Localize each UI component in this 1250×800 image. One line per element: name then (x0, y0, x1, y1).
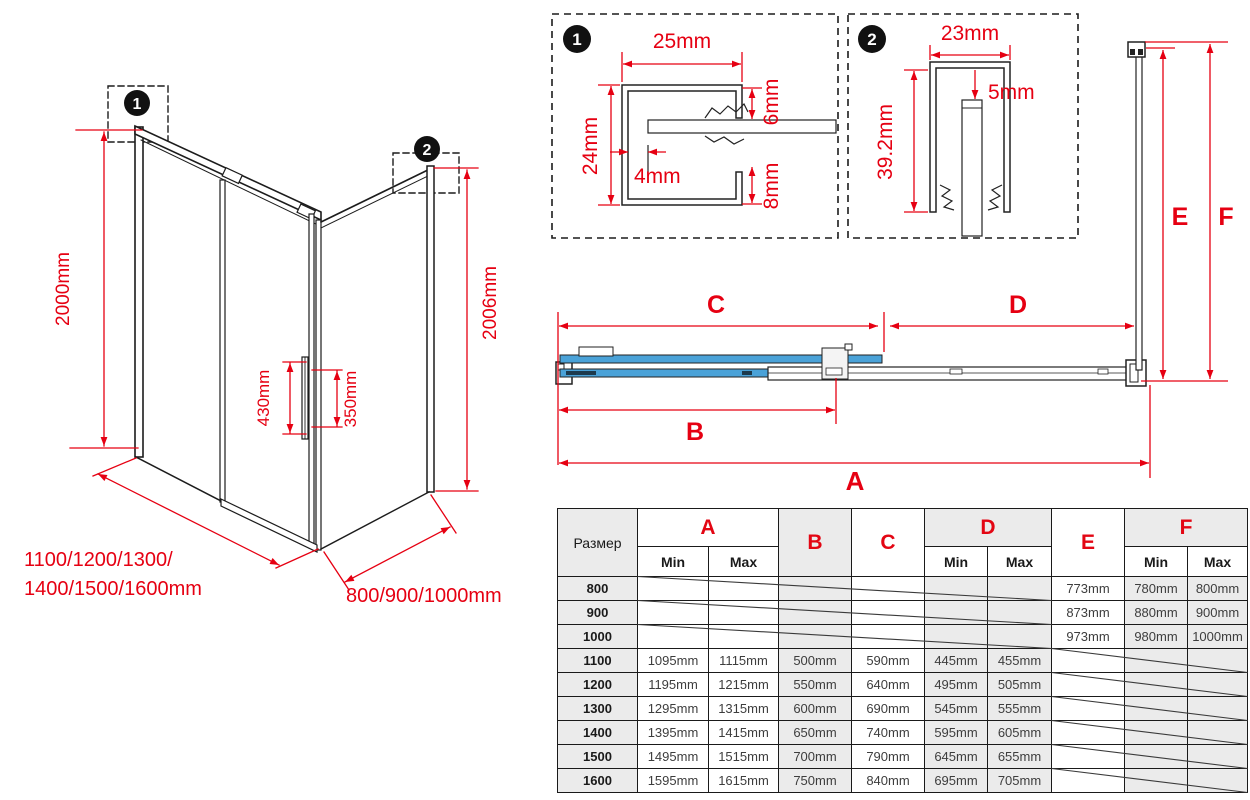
cell-1500-b: 700mm (779, 745, 852, 769)
detail-1 (552, 14, 838, 238)
cell-1400-a_max: 1415mm (709, 721, 779, 745)
cell-1400-f_max (1188, 721, 1248, 745)
cell-1300-a_min: 1295mm (638, 697, 709, 721)
cell-800-f_max: 800mm (1188, 577, 1248, 601)
cell-1100-a_min: 1095mm (638, 649, 709, 673)
glass-panel-section (962, 100, 982, 236)
cell-1600-b: 750mm (779, 769, 852, 793)
header-a: A (638, 509, 779, 547)
front-widths-line2: 1400/1500/1600mm (24, 578, 202, 600)
dim-25mm: 25mm (652, 30, 712, 53)
cell-800-b (779, 577, 852, 601)
detail-2-number: 2 (867, 30, 877, 49)
cell-900-e: 873mm (1052, 601, 1125, 625)
cell-1500-c: 790mm (852, 745, 925, 769)
cell-1300-e (1052, 697, 1125, 721)
cell-1500-a_max: 1515mm (709, 745, 779, 769)
cell-1000-a_min (638, 625, 709, 649)
cell-1600-f_min (1125, 769, 1188, 793)
cell-1300-f_min (1125, 697, 1188, 721)
cell-1400-c: 740mm (852, 721, 925, 745)
plan-geometry (556, 42, 1146, 386)
cell-1300-d_max: 555mm (988, 697, 1052, 721)
roller-block (579, 347, 613, 356)
cell-900-b (779, 601, 852, 625)
cell-1000-d_max (988, 625, 1052, 649)
cell-1000-f_min: 980mm (1125, 625, 1188, 649)
cell-1100-f_min (1125, 649, 1188, 673)
cell-1000-a_max (709, 625, 779, 649)
cell-1200-f_min (1125, 673, 1188, 697)
cell-1200-c: 640mm (852, 673, 925, 697)
cell-900-f_max: 900mm (1188, 601, 1248, 625)
header-b: B (779, 509, 852, 577)
row-label-1100: 1100 (558, 649, 638, 673)
header-f-min: Min (1125, 547, 1188, 577)
dim-4mm: 4mm (634, 165, 681, 188)
dim-2000mm: 2000mm (53, 252, 74, 326)
header-a-min: Min (638, 547, 709, 577)
dim-350mm: 350mm (341, 370, 360, 428)
cell-1500-e (1052, 745, 1125, 769)
cell-1000-d_min (925, 625, 988, 649)
cell-1300-d_min: 545mm (925, 697, 988, 721)
cell-1600-d_max: 705mm (988, 769, 1052, 793)
cell-900-d_max (988, 601, 1052, 625)
glass-panel-section (648, 120, 836, 133)
cell-1500-a_min: 1495mm (638, 745, 709, 769)
callout-2-number: 2 (422, 142, 432, 159)
cell-1400-d_min: 595mm (925, 721, 988, 745)
cell-800-f_min: 780mm (1125, 577, 1188, 601)
cell-1100-f_max (1188, 649, 1248, 673)
cell-1500-f_max (1188, 745, 1248, 769)
cell-800-c (852, 577, 925, 601)
detail-2 (848, 14, 1078, 238)
size-table (557, 508, 1248, 793)
cell-1300-a_max: 1315mm (709, 697, 779, 721)
cell-800-d_min (925, 577, 988, 601)
row-label-1000: 1000 (558, 625, 638, 649)
cell-1100-d_min: 445mm (925, 649, 988, 673)
row-label-800: 800 (558, 577, 638, 601)
cell-800-d_max (988, 577, 1052, 601)
cell-900-d_min (925, 601, 988, 625)
cell-1300-f_max (1188, 697, 1248, 721)
detail-1-number: 1 (572, 30, 582, 49)
header-f: F (1125, 509, 1248, 547)
cell-1600-c: 840mm (852, 769, 925, 793)
dim-430mm: 430mm (254, 369, 273, 427)
header-size: Размер (558, 509, 638, 577)
cell-1500-d_max: 655mm (988, 745, 1052, 769)
cell-1200-f_max (1188, 673, 1248, 697)
cell-1000-c (852, 625, 925, 649)
cell-1400-b: 650mm (779, 721, 852, 745)
cell-1500-d_min: 645mm (925, 745, 988, 769)
cell-900-a_min (638, 601, 709, 625)
cell-800-a_max (709, 577, 779, 601)
cell-1300-b: 600mm (779, 697, 852, 721)
cell-1600-a_min: 1595mm (638, 769, 709, 793)
cell-1100-a_max: 1115mm (709, 649, 779, 673)
cell-900-c (852, 601, 925, 625)
cell-1400-d_max: 605mm (988, 721, 1052, 745)
dim-e: E (1171, 203, 1189, 231)
header-a-max: Max (709, 547, 779, 577)
gasket-bottom (705, 136, 744, 144)
header-f-max: Max (1188, 547, 1248, 577)
header-d-min: Min (925, 547, 988, 577)
cell-1400-e (1052, 721, 1125, 745)
dimensions-table (557, 508, 1248, 793)
dim-b: B (685, 418, 705, 446)
cell-1000-f_max: 1000mm (1188, 625, 1248, 649)
dim-f: F (1218, 203, 1234, 231)
front-widths-line1: 1100/1200/1300/ (24, 549, 173, 571)
row-label-1600: 1600 (558, 769, 638, 793)
dim-c: C (706, 291, 726, 319)
dim-a: A (845, 466, 865, 496)
row-label-1500: 1500 (558, 745, 638, 769)
row-label-1300: 1300 (558, 697, 638, 721)
cell-1000-b (779, 625, 852, 649)
dim-d: D (1008, 291, 1028, 319)
cell-1100-d_max: 455mm (988, 649, 1052, 673)
cell-1400-f_min (1125, 721, 1188, 745)
cell-1600-e (1052, 769, 1125, 793)
cell-1200-b: 550mm (779, 673, 852, 697)
cell-1200-e (1052, 673, 1125, 697)
dim-23mm: 23mm (940, 22, 1000, 45)
dim-2006mm: 2006mm (480, 266, 501, 340)
dim-39-2mm: 39.2mm (874, 104, 897, 180)
cell-1200-d_max: 505mm (988, 673, 1052, 697)
dim-24mm: 24mm (579, 116, 602, 176)
row-label-900: 900 (558, 601, 638, 625)
cell-1100-b: 500mm (779, 649, 852, 673)
side-widths: 800/900/1000mm (346, 585, 502, 607)
cell-900-a_max (709, 601, 779, 625)
plan-dim-labels (686, 203, 1234, 496)
cell-1300-c: 690mm (852, 697, 925, 721)
header-c: C (852, 509, 925, 577)
cell-1400-a_min: 1395mm (638, 721, 709, 745)
cell-1500-f_min (1125, 745, 1188, 769)
cell-1600-f_max (1188, 769, 1248, 793)
row-label-1200: 1200 (558, 673, 638, 697)
cell-800-a_min (638, 577, 709, 601)
dim-8mm: 8mm (760, 162, 783, 210)
isometric-view (24, 86, 502, 607)
dim-6mm: 6mm (760, 78, 783, 126)
gasket-left (940, 185, 954, 210)
cell-1200-a_max: 1215mm (709, 673, 779, 697)
detail-2-dim-lines (904, 45, 1010, 212)
header-d-max: Max (988, 547, 1052, 577)
header-d: D (925, 509, 1052, 547)
cell-800-e: 773mm (1052, 577, 1125, 601)
cell-1600-d_min: 695mm (925, 769, 988, 793)
cell-1200-d_min: 495mm (925, 673, 988, 697)
dim-5mm: 5mm (988, 81, 1035, 104)
cell-1100-e (1052, 649, 1125, 673)
cell-900-f_min: 880mm (1125, 601, 1188, 625)
cell-1200-a_min: 1195mm (638, 673, 709, 697)
cell-1000-e: 973mm (1052, 625, 1125, 649)
cell-1600-a_max: 1615mm (709, 769, 779, 793)
enclosure-frame (135, 126, 434, 552)
header-e: E (1052, 509, 1125, 577)
cell-1100-c: 590mm (852, 649, 925, 673)
side-panel-plan (1136, 46, 1142, 370)
gasket-right (988, 185, 1002, 210)
callout-1-number: 1 (132, 96, 142, 113)
row-label-1400: 1400 (558, 721, 638, 745)
